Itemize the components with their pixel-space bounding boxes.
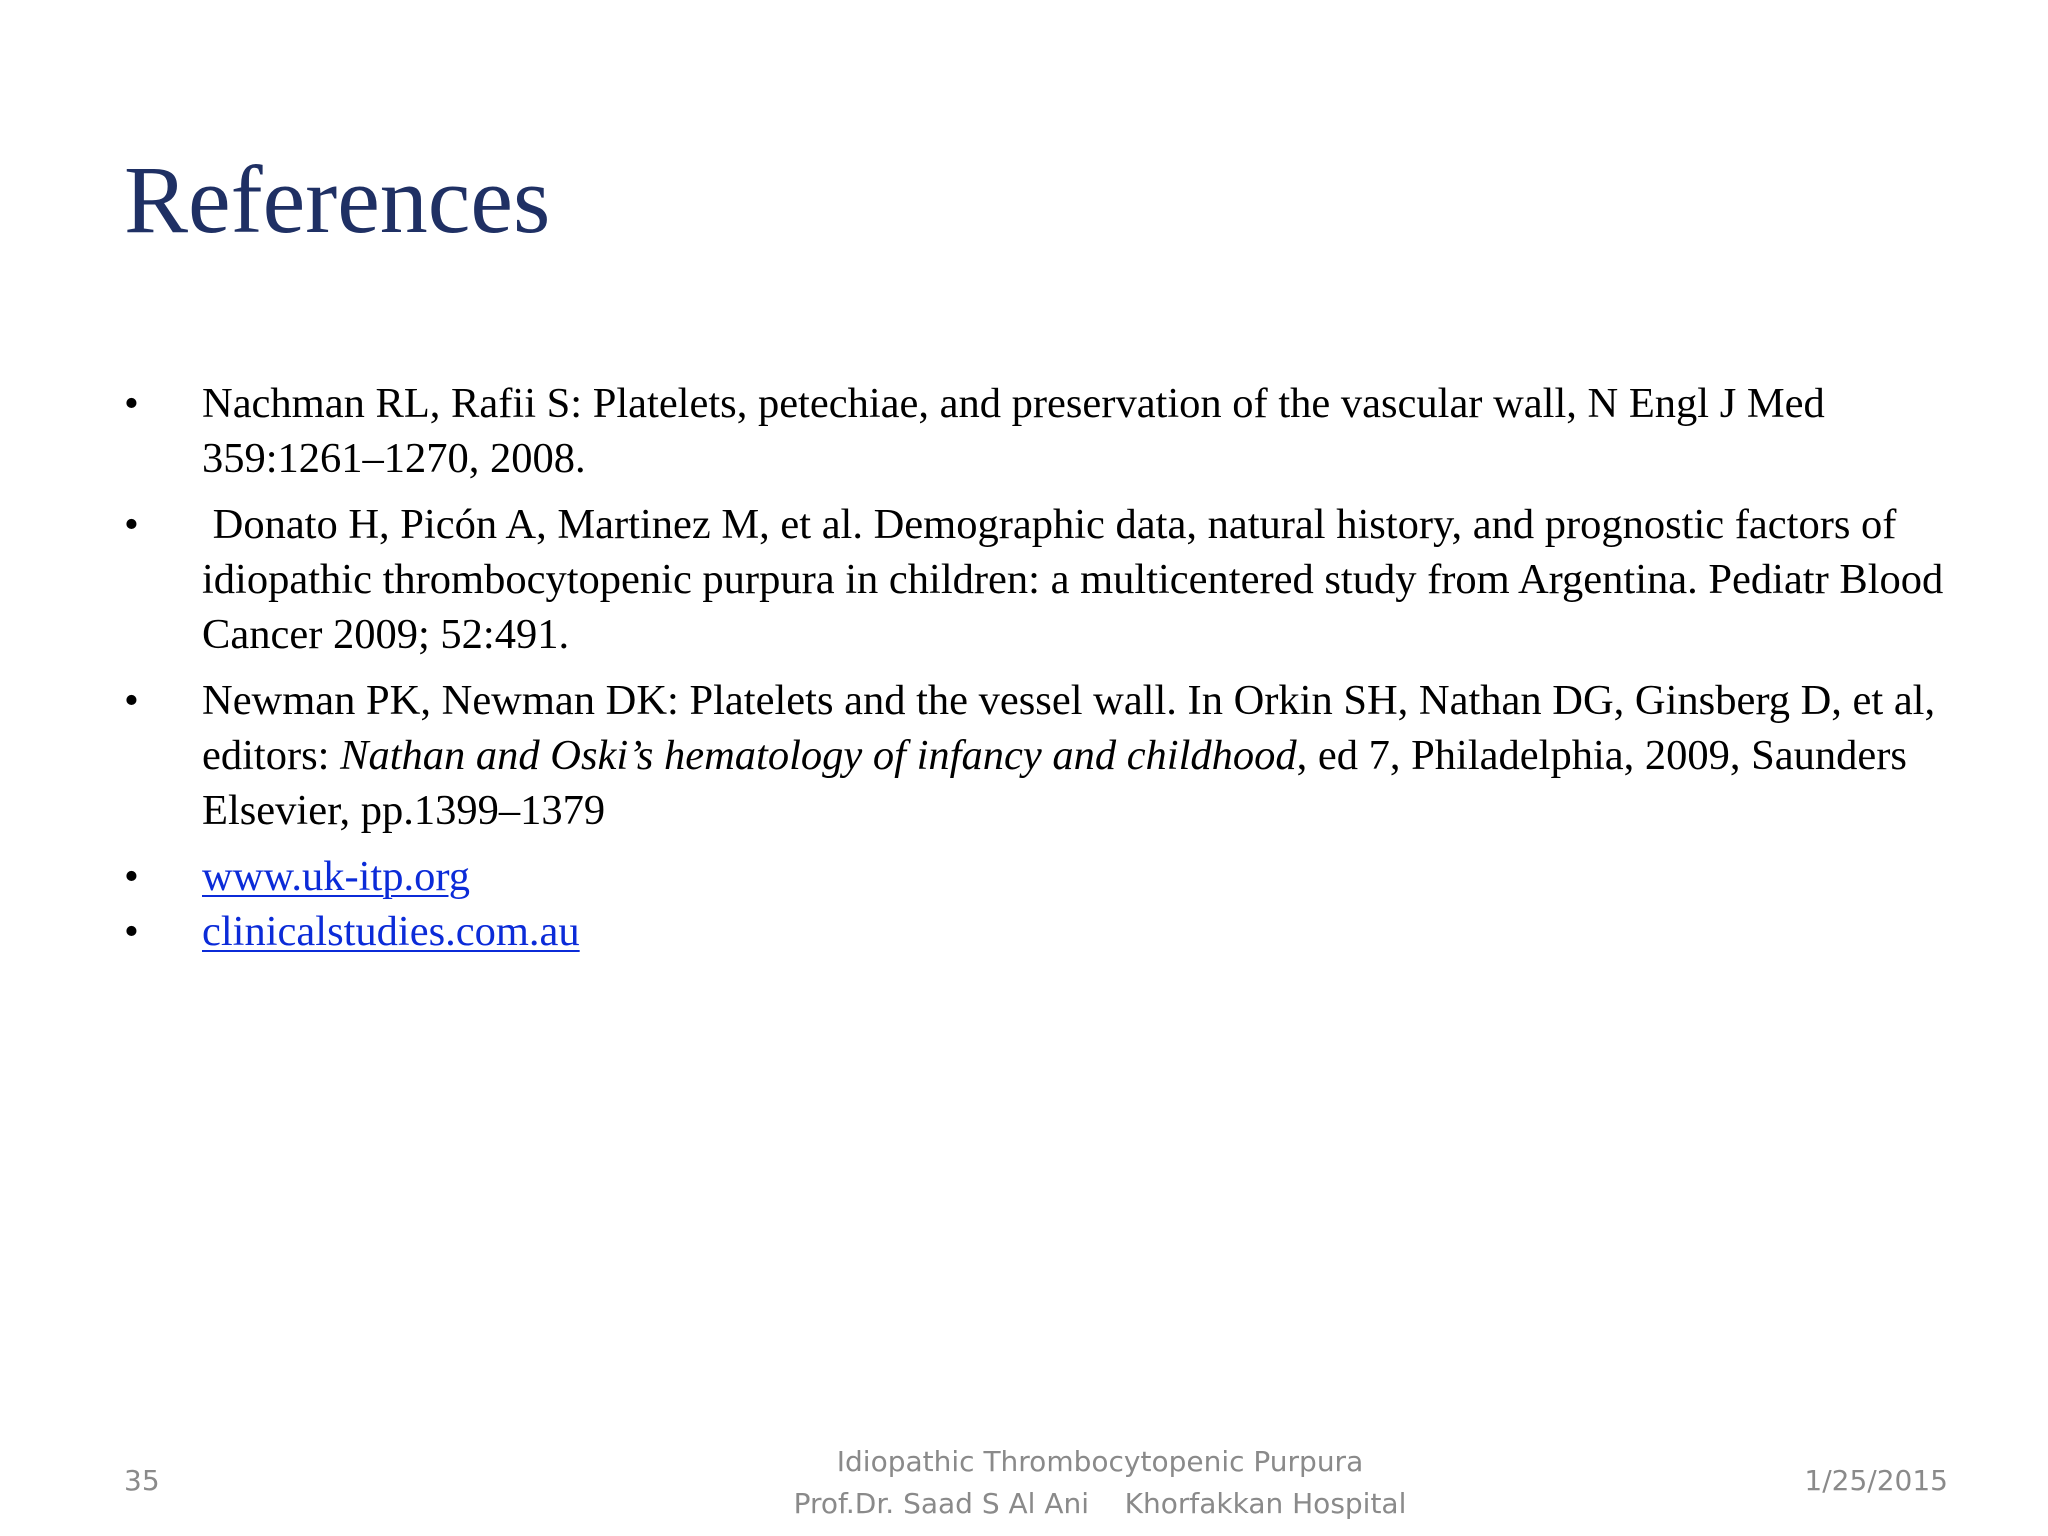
book-title: Nathan and Oski’s hematology of infancy and childhood [340,732,1297,779]
reference-text-part: , ed 7, Philadelphia, 2009, Saunders Elsevier, pp.1399–1379 [202,732,1907,834]
bullet: • [124,380,139,427]
reference-text [202,677,1935,834]
footer-line-author: Prof.Dr. Saad S Al Ani Khorfakkan Hospital [793,1487,1407,1520]
footer-line-topic: Idiopathic Thrombocytopenic Purpura [836,1445,1364,1478]
list-item [124,497,1954,662]
bullet: • [124,501,139,548]
bullet: • [124,853,139,900]
slide-number: 35 [124,1464,160,1497]
reference-text: Nachman RL, Rafii S: Platelets, petechiae, and preservation of the vascular wall, N Engl J Med 359:1261–1270, 2008. [202,380,1825,482]
reference-text-part: Newman PK, Newman DK: Platelets and the vessel wall. In Orkin SH, Nathan DG, Ginsberg D, et al, editors: [202,677,1936,779]
bullet: • [124,908,139,955]
footer-text [640,1441,1560,1525]
reference-text: Donato H, Picón A, Martinez M, et al. Demographic data, natural history, and prognostic factors of idiopathic thrombocytopenic purpura in children: a multicentered study from Argentina. Pediatr Blood Cancer 2009; 52:491. [202,501,1954,658]
list-item [124,673,1944,838]
link-uk-itp[interactable]: www.uk-itp.org [202,853,470,900]
footer-date: 1/25/2015 [1804,1464,1948,1497]
bullet: • [124,677,139,724]
list-item [124,904,1944,959]
list-item [124,376,1944,486]
link-clinicalstudies[interactable]: clinicalstudies.com.au [202,908,580,955]
slide-title: References [124,146,551,253]
references-list [124,376,1954,959]
list-item [124,849,1944,904]
